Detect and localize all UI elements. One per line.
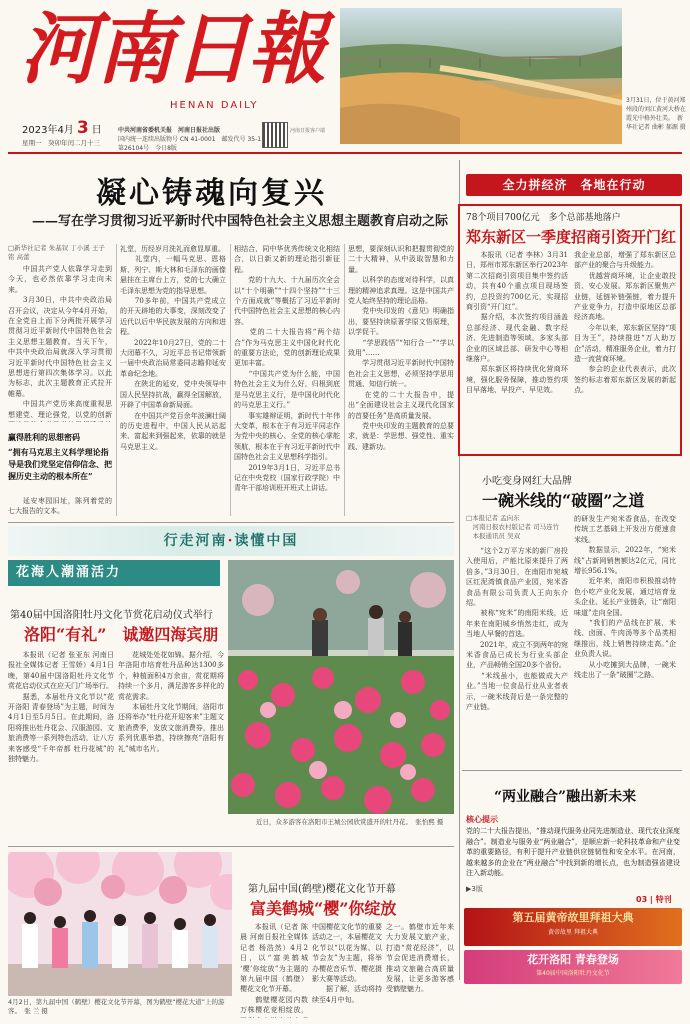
cherry-column-2: 中国樱花文化节的重要活动之一，本届樱花文化节以“以花为媒、以节会友”为主题，将举办樱花音乐节、樱花摄影大赛等活动。 据了解，活动将持续至4月中旬。 (312, 923, 382, 1004)
lead-col-divider-1 (116, 244, 117, 516)
series-left: 行走河南 (163, 533, 228, 549)
ad-peony-festival-sub: 第40届中国洛阳牡丹文化节 (536, 970, 610, 977)
section-banner-title: 全力拼经济 各地在行动 (502, 178, 646, 192)
publisher-line-2: 国内统一连续出版物号 CN 41-0001 邮发代号 35-1 (118, 136, 262, 143)
ad-peony-festival[interactable] (464, 950, 682, 984)
fusion-page-ref: ▶3版 (466, 885, 483, 893)
masthead-divider (8, 152, 682, 154)
qr-label: 河南日报客户端 (290, 128, 326, 134)
peony-column-2: 花城处处花如锦。据介绍，今年洛阳市培育牡丹品种达1300多个，种植面积4万余亩，赏花期将持续一个多月，满足游客多样化的赏花需求。 本届牡丹文化节期间，洛阳市还将举办“牡丹花开迎客来”主题文旅消费季，发放文旅消费券，推出系列优惠举措，持续擦亮“洛阳有礼”城市名片。 (118, 651, 224, 753)
lead-subhead: ——写在学习贯彻习近平新时代中国特色社会主义思想主题教育启动之际 (32, 214, 449, 229)
peony-top-rule (8, 522, 454, 523)
bowl-bottom-rule (462, 770, 682, 771)
qr-code[interactable] (262, 122, 288, 148)
weekday: 星期一 癸卯年闰二月十三 (22, 139, 100, 147)
lead-column-1b: 延安枣园旧址，陈列着党的七大报告的文本。 (8, 497, 112, 516)
peony-photo-caption: 近日，众多游客在洛阳市王城公园欣赏盛开的牡丹花。 张怡熙 摄 (256, 818, 444, 826)
peony-title-banner (8, 560, 220, 586)
lead-column-3: 相结合，同中华优秀传统文化相结合，以日新又新的理论指引新征程。 党的十九大、十九届历次全会以“十个明确”“十四个坚持”“十三个方面成就”等概括了习近平新时代中国特色社会主义思想的核心内容。 党的二十大报告将“两个结合”作为马克思主义中国化时代化的重要方法论，党的创新理论成果更加丰富。 “中国共产党为什么能，中国特色社会主义为什么好，归根到底是马克思主义行，是中国化时代化的马克思主义行。” 事实雄辩证明，新时代十年伟大变革，根本在于有习近平同志作为党中央的核心、全党的核心掌舵领航，根本在于有习近平新时代中国特色社会主义思想科学指引。 2019年3月1日，习近平总书记在中央党校（国家行政学院）中青年干部培训班开班式上讲话。 (234, 245, 340, 493)
bowl-headline: 一碗米线的“破圈”之道 (482, 491, 645, 510)
fusion-title: “两业融合”融出新未来 (494, 789, 637, 805)
lead-column-1: 中国共产党人依靠学习走到今天，也必然依靠学习走向未来。 3月30日，中共中央政治局召开会议，决定从今年4月开始，在全党自上而下分两批开展学习贯彻习近平新时代中国特色社会主义思想主题教育。当天下午，中共中央政治局就深入学习贯彻习近平新时代中国特色社会主义思想进行第四次集体学习。以此为标志，此次主题教育正式拉开帷幕。 中国共产党历来高度重视思想建党、理论强党，以党的创新 (8, 265, 112, 419)
zhengdong-column-2: 我企业总部，增强了郑东新区总部产业的聚合与升级能力。 优越营商环境，让企业敢投资、安心发展。郑东新区聚焦产业链，延链补链强链，着力提升产业竞争力，打造中原地区总部经济高地。 今年以来，郑东新区坚持“项目为王”，持续推进“万人助万企”活动，精准服务企业，着力打造一流营商环境。 参会的企业代表表示，此次签约标志着郑东新区发展的新起点。 (574, 251, 676, 395)
cover-photo-yellow-river-bridge (340, 8, 622, 144)
peony-column-1: 本报讯（记者 张亚东 河南日报社全媒体记者 王雪娇）4月1日晚，第40届中国洛阳牡丹文化节赏花启动仪式在应天门广场举行。 据悉，本届牡丹文化节以“花开洛阳 青春登场”为主题，时间为4月1日至5月5日。在此期间，洛阳将推出牡丹花会、汉服游园、文旅消费等一系列特色活动，让八方来客感受“千年帝都 牡丹花城”的独特魅力。 (8, 651, 114, 764)
bowl-column-1: “这个2万平方米的新厂房投入使用后，产能比原来提升了两倍多。”3月30日，在南阳市宛城区红泥湾镇食品产业园，宛米香食品有限公司负责人王向东介绍。 被称“宛米”的南阳米线，近年来在南阳城乡悄然走红，成为当地人早餐的首选。 2021年，成立不到两年的宛米香食品已成长为行业头部企业，产品畅销全国20多个省份。 “米线虽小，也能做成大产业。”当地一位食品行业从业者表示，一碗米线背后是一条完整的产业链。 (466, 547, 568, 712)
date-prefix: 2023年4月 (22, 125, 74, 136)
fusion-label: 核心提示 (466, 815, 498, 824)
special-page-label: 03 | 特刊 (636, 895, 672, 904)
lead-column-2: 礼堂，历经岁月洗礼而愈显厚重。 礼堂内，一幅马克思、恩格斯、列宁、斯大林和毛泽东的画像悬挂在主席台上方，党的七大确立毛泽东思想为党的指导思想。 70多年前，中国共产党成立的开天辟地的大事变，深刻改变了近代以后中华民族发展的方向和进程。 2022年10月27日，党的二十大闭幕不久，习近平总书记带领新一届中央政治局常委同志瞻仰延安革命纪念地。 在陕北的延安，党中央领导中国人民坚持抗战，赢得全国解放，开辟了中国革命新局面。 在中国共产党百余年波澜壮阔的历史进程中，中国人民从站起来、富起来到强起来，依靠的就是马克思主义。 (120, 245, 226, 451)
cherry-photo (8, 852, 232, 996)
section-banner (466, 174, 682, 196)
zhengdong-kicker: 78个项目700亿元 多个总部基地落户 (466, 213, 621, 223)
cover-photo-caption: 3月31日，位于黄河郑州段的刘江黄河大桥在霞光中格外壮美。 新华社记者 曲彬 郝源 摄 (626, 97, 687, 131)
date-suffix: 日 (91, 125, 102, 136)
lead-pullquote: “拥有马克思主义科学理论指导是我们党坚定信仰信念、把握历史主动的根本所在” (8, 447, 112, 481)
peony-series-title (8, 526, 454, 556)
lead-pullquote-title: 赢得胜利的思想密码 (8, 432, 80, 442)
ad-ancestor-worship-sub: 黄帝故里 拜祖大典 (548, 929, 598, 936)
fusion-text: 党的二十大报告提出，“推动现代服务业同先进制造业、现代农业深度融合”。制造业与服务业“两业融合”，是顺应新一轮科技革命和产业变革的重要路径，有利于提升产业链供应链韧性和安全水平。在河南，越来越多的企业在“两业融合”中找到新的增长点，也为制造强省建设注入新动能。 (466, 827, 680, 878)
lead-byline: □新华社记者 朱基钗 丁小溪 王子铭 高蕾 (8, 244, 105, 261)
peony-title-banner-text: 花海人潮涌活力 (16, 565, 122, 580)
publisher-line-1: 中共河南省委机关报 河南日报社出版 (118, 127, 221, 134)
ad-peony-festival-title: 花开洛阳 青春登场 (527, 953, 619, 966)
cover-photo-image (340, 8, 622, 144)
zhengdong-headline: 郑东新区一季度招商引资开门红 (466, 228, 677, 246)
lead-col-divider-3 (344, 244, 345, 516)
series-dot: · (227, 533, 235, 549)
cherry-kicker: 第九届中国(鹤壁)樱花文化节开幕 (248, 884, 396, 895)
cherry-photo-caption: 4月2日，第九届中国（鹤壁）樱花文化节开幕，图为鹤壁“樱花大道”上的游客。 张 兰 摄 (8, 998, 225, 1015)
peony-headline: 洛阳“有礼” 诚邀四海宾朋 (24, 625, 219, 644)
bowl-kicker: 小吃变身网红大品牌 (482, 476, 572, 487)
masthead-title: 河南日報 (20, 4, 325, 95)
date-day: 3 (76, 118, 89, 138)
peony-series-banner (8, 526, 454, 556)
peony-photo (228, 560, 454, 814)
cherry-headline: 富美鹤城“樱”你绽放 (250, 899, 397, 918)
cherry-column-1: 本报讯（记者 陈晨 河南日报社全媒体记者 杨浩然）4月2日，以“富美鹤城 ‘樱’你绽放”为主题的第九届中国（鹤壁）樱花文化节开幕。 鹤壁樱花园内数万株樱花竞相绽放， (240, 923, 308, 1015)
lead-headline: 凝心铸魂向复兴 (96, 176, 327, 211)
publisher-line-3: 第26104号 今日8版 (118, 145, 177, 152)
ad-ancestor-worship[interactable] (464, 908, 682, 946)
bowl-byline: □本报记者 孟向东 河南日报农村版记者 司马连竹 本报通讯员 吴双 (466, 514, 560, 540)
cherry-top-rule (8, 846, 454, 847)
peony-kicker: 第40届中国洛阳牡丹文化节赏花启动仪式举行 (10, 610, 213, 621)
ad-ancestor-worship-title: 第五届黄帝故里拜祖大典 (512, 911, 634, 924)
series-right: 读懂中国 (234, 533, 299, 549)
zhengdong-column-1: 本报讯（记者 李林）3月31日，郑州市郑东新区举行2023年第二次招商引资项目集中签约活动，共有40个重点项目现场签约，总投资约700亿元，实现招商引资“开门红”。 据介绍，本次签约项目涵盖总部经济、现代金融、数字经济、先进制造等领域，多家头部企业的区域总部、研发中心等相继落户。 郑东新区将持续优化营商环境，强化服务保障，推动签约项目早落地、早投产、早见效。 (466, 251, 568, 395)
peony-photo-image (228, 560, 454, 814)
publisher-info (118, 126, 261, 153)
lead-col-divider-2 (230, 244, 231, 516)
issue-date (22, 118, 102, 138)
cherry-photo-image (8, 852, 232, 996)
masthead-pinyin: HENAN DAILY (170, 100, 259, 111)
lead-column-4: 思想，要深刻认识和把握贯彻党的二十大精神，从中汲取智慧和力量。 以科学的态度对待科学，以真理的精神追求真理。这是中国共产党人始终坚持的理论品格。 党中央印发的《意见》明确指出，要坚持读原著学原文悟原理，以学促干。 “学思践悟”“知行合一”“学以致用”…… 学习贯彻习近平新时代中国特色社会主义思想，必须坚持学思用贯通、知信行统一。 在党的二十大报告中，提出“全面建设社会主义现代化国家的首要任务”是高质量发展。 党中央印发的主题教育的总要求，就是：学思想、强党性、重实践、建新功。 (348, 245, 454, 451)
cherry-column-3: 之一。鹤壁市近年来大力发展文旅产业，打造“赏花经济”，以节会促进消费增长，推动文旅融合高质量发展，让更多游客感受鹤壁魅力。 (386, 923, 454, 994)
bowl-column-2: 的研发生产宛米香食品，在改变传统工艺基础上开发出方便速食米线。 数据显示，2022年，“宛米线”占新网销售额达2亿元，同比增长956.1%。 近年来，南阳市积极推动特色小吃产业化发展，通过培育龙头企业、延长产业链条，让“南阳味道”走向全国。 “我们的产品线在扩展，米线、卤面、牛肉汤等多个品类相继推出，线上销售持续走高。”企业负责人说。 从小吃摊到大品牌，一碗米线走出了一条“破圈”之路。 (574, 515, 676, 680)
